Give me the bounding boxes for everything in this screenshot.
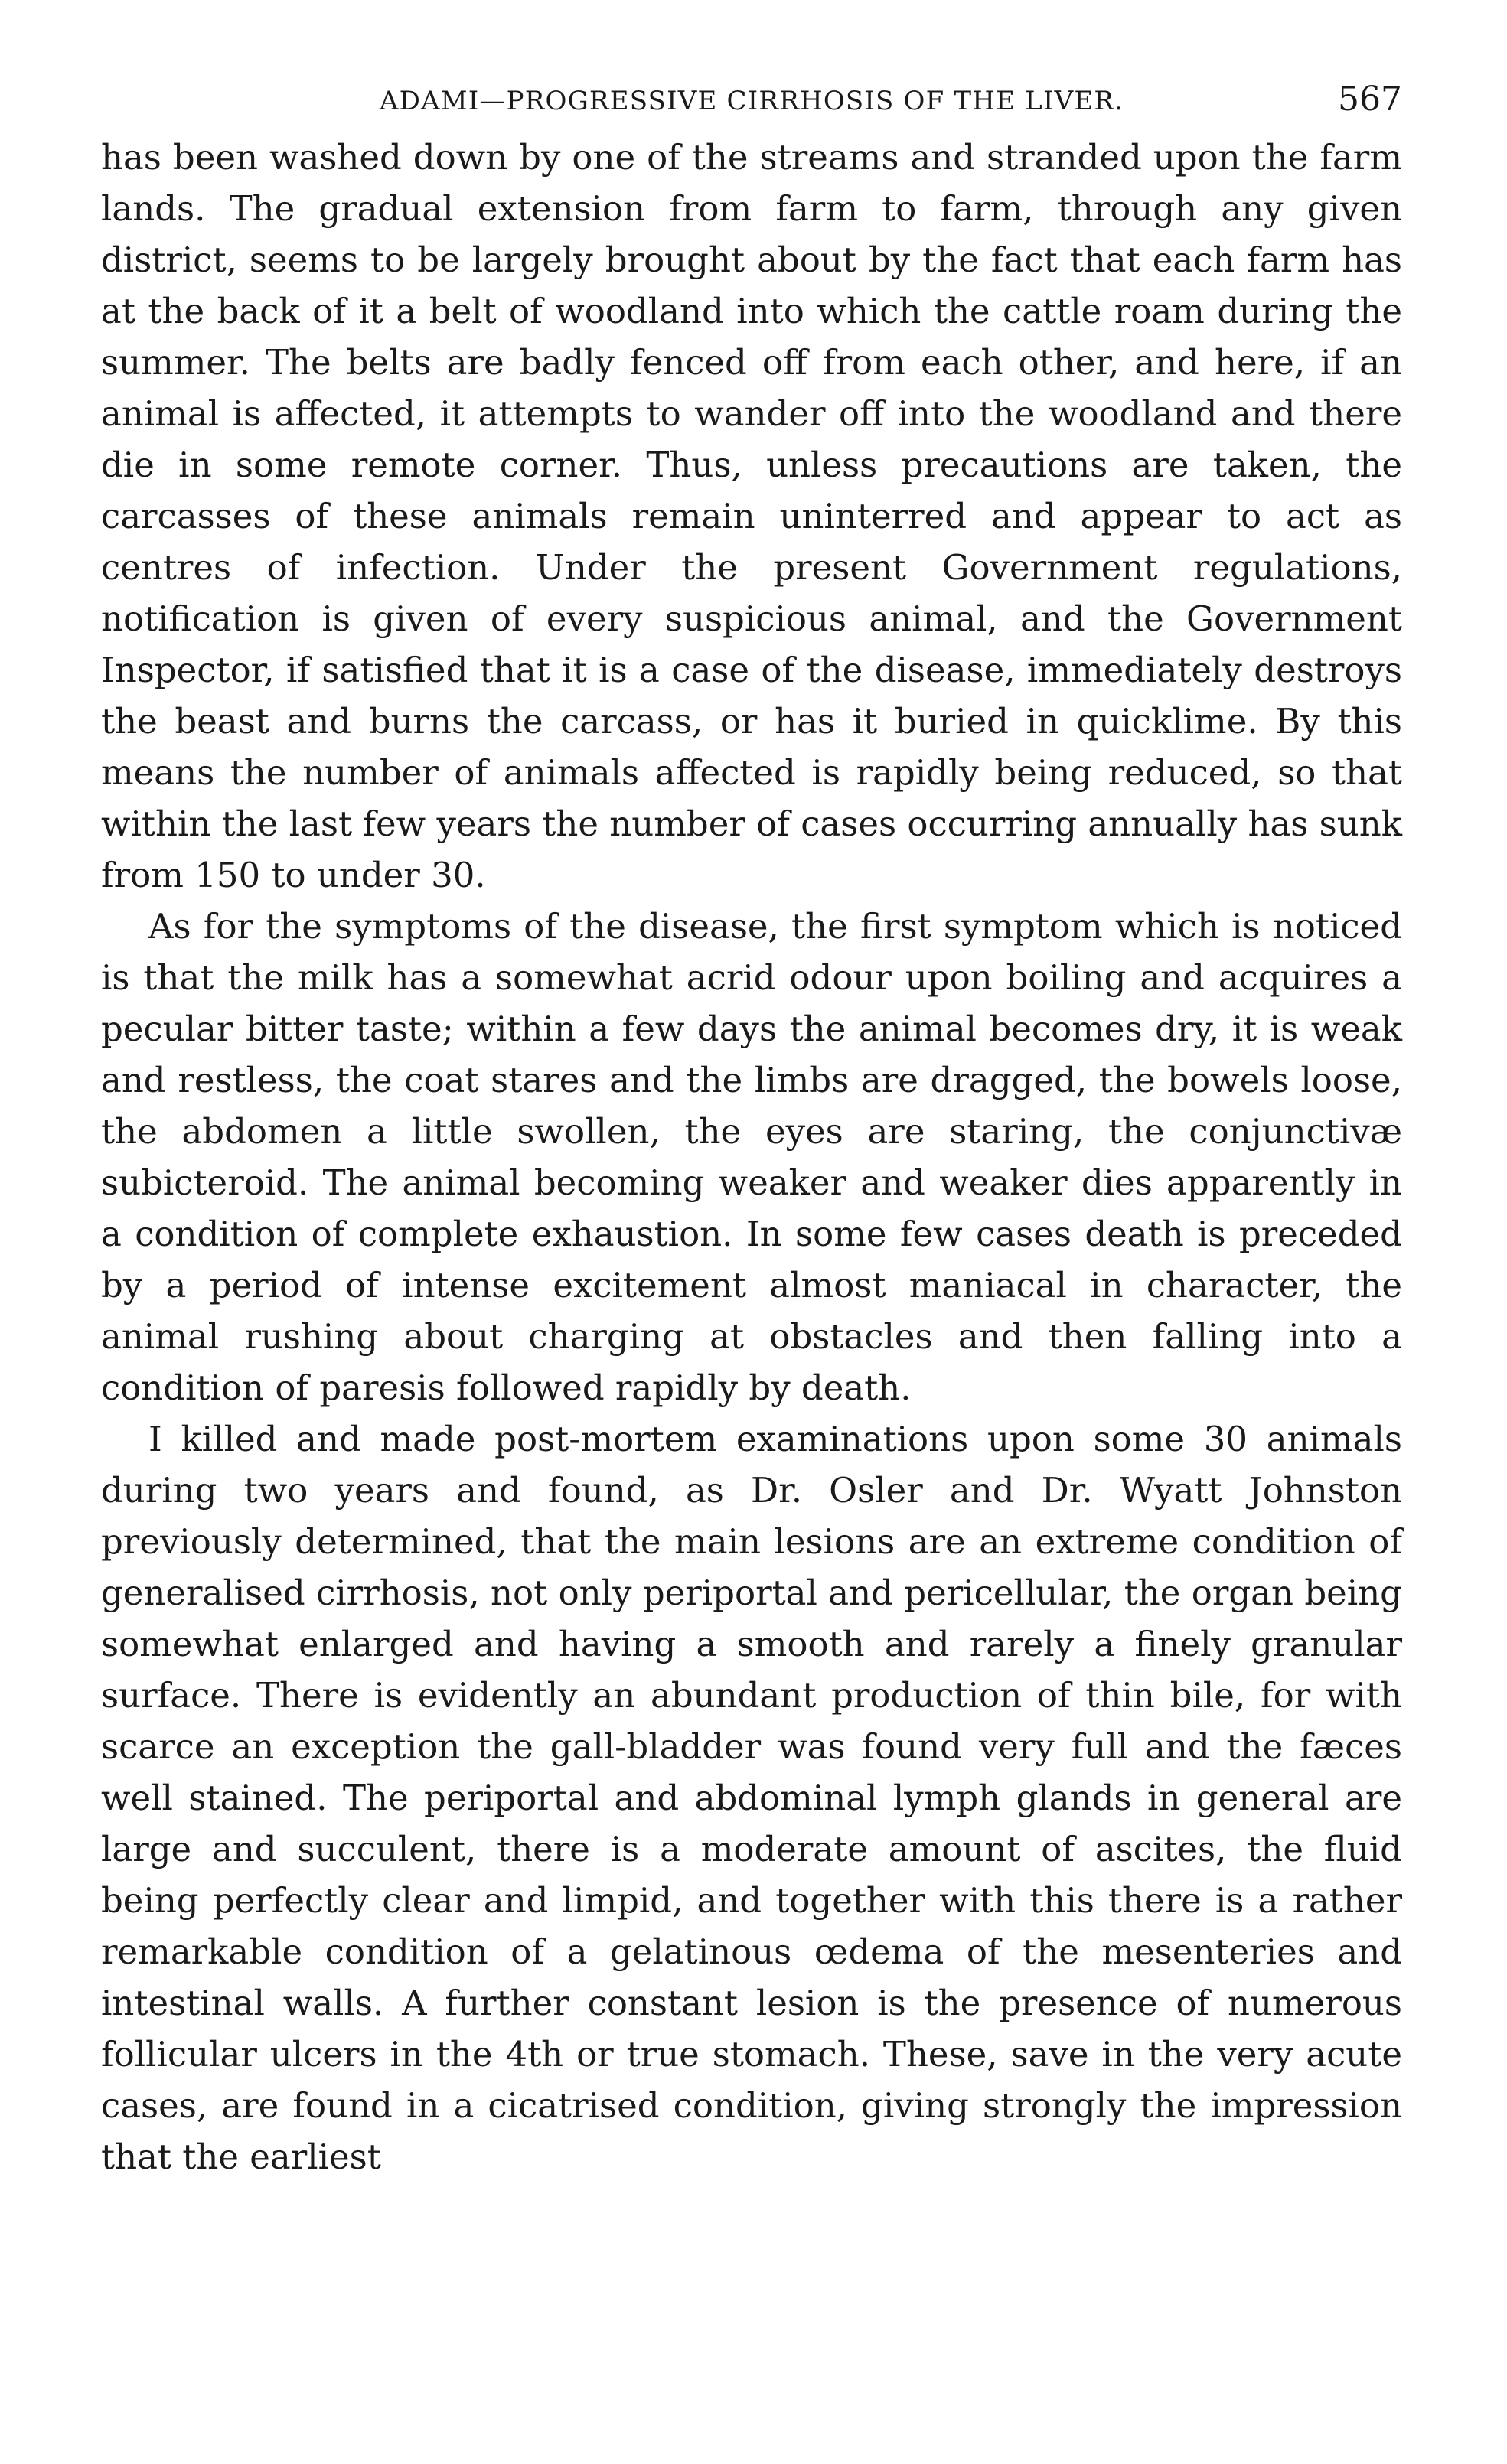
page-number: 567 (1338, 80, 1402, 119)
paragraph-post-mortem: I killed and made post-mortem examinations upon some 30 animals during two years and found, as Dr. Osler and Dr. Wyatt Johnston previously determined, that the main lesions are an extreme condition of generalised cirrhosis, not only periportal and pericellular, the organ being somewhat enlarged and having a smooth and rarely a finely granular surface. There is evidently an abundant production of thin bile, for with scarce an exception the gall-bladder was found very full and the fæces well stained. The periportal and abdominal lymph glands in general are large and succulent, there is a moderate amount of ascites, the fluid being perfectly clear and limpid, and together with this there is a rather remarkable condition of a gelatinous œdema of the mesenteries and intestinal walls. A further constant lesion is the presence of numerous follicular ulcers in the 4th or true stomach. These, save in the very acute cases, are found in a cicatrised condition, giving strongly the impression that the earliest (101, 1419, 1402, 2177)
body-text (101, 132, 1402, 2182)
paragraph-symptoms: As for the symptoms of the disease, the first symptom which is noticed is that the milk has a somewhat acrid odour upon boiling and acquires a pecular bitter taste; within a few days the animal becomes dry, it is weak and restless, the coat stares and the limbs are dragged, the bowels loose, the abdomen a little swollen, the eyes are staring, the conjunctivæ subicteroid. The animal becoming weaker and weaker dies apparently in a condition of complete exhaustion. In some few cases death is preceded by a period of intense excitement almost maniacal in character, the animal rushing about charging at obstacles and then falling into a condition of paresis followed rapidly by death. (101, 906, 1402, 1408)
paragraph-continuation: has been washed down by one of the streams and stranded upon the farm lands. The gradual extension from farm to farm, through any given district, seems to be largely brought about by the fact that each farm has at the back of it a belt of woodland into which the cattle roam during the summer. The belts are badly fenced off from each other, and here, if an animal is affected, it attempts to wander off into the woodland and there die in some remote corner. Thus, unless precautions are taken, the carcasses of these animals remain uninterred and appear to act as centres of infection. Under the present Government regulations, notification is given of every suspicious animal, and the Government Inspector, if satisfied that it is a case of the disease, immediately destroys the beast and burns the carcass, or has it buried in quicklime. By this means the number of animals affected is rapidly being reduced, so that within the last few years the number of cases occurring annually has sunk from 150 to under 30. (101, 137, 1402, 895)
running-head (101, 70, 1402, 132)
book-page (101, 70, 1402, 2182)
running-title: ADAMI—PROGRESSIVE CIRRHOSIS OF THE LIVER. (379, 86, 1124, 116)
